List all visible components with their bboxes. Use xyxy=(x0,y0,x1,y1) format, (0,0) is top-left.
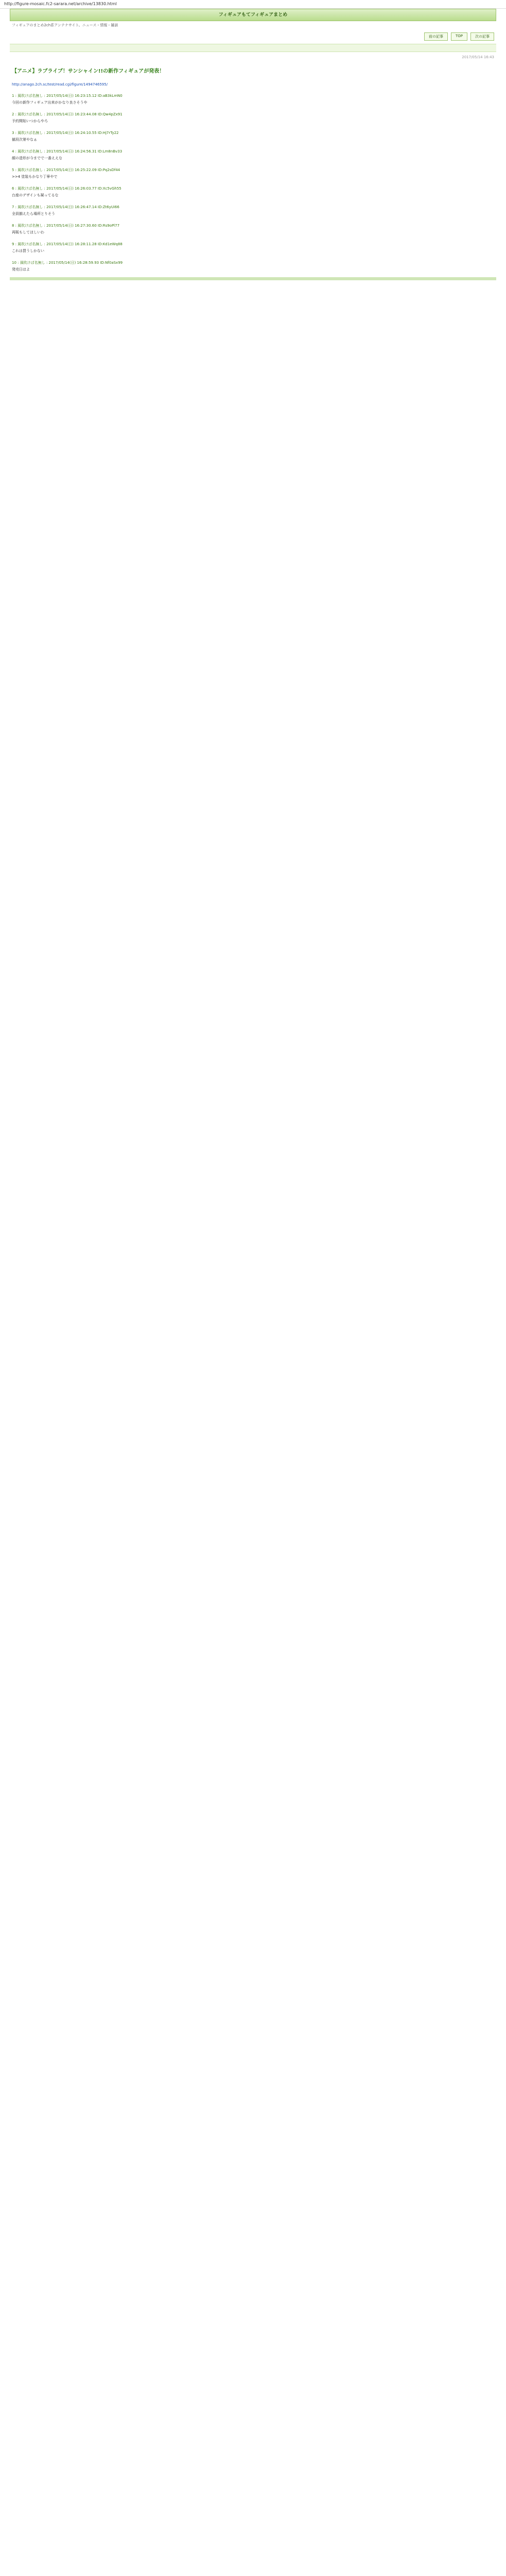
post-header: 7 : 風吹けば名無し : 2017/05/14(日) 16:26:47.14 ID:Zt6yUi66 xyxy=(12,205,119,209)
post-header: 1 : 風吹けば名無し : 2017/05/14(日) 16:23:15.12 ID:aB3kLmN0 xyxy=(12,94,123,98)
list-item xyxy=(12,128,494,146)
content-placeholder xyxy=(10,277,496,280)
post-header: 3 : 風吹けば名無し : 2017/05/14(日) 16:24:10.55 ID:Hj7rTy22 xyxy=(12,131,119,135)
list-item xyxy=(12,258,494,276)
site-title[interactable]: フィギュアもてフィギュアまとめ xyxy=(10,9,496,21)
next-button[interactable]: 次の記事 xyxy=(470,32,494,41)
list-item xyxy=(12,239,494,258)
post-body: 発売日はよ xyxy=(12,267,30,272)
divider-strip xyxy=(10,44,496,52)
post-header: 2 : 風吹けば名無し : 2017/05/14(日) 16:23:44.08 ID:Qw4pZx91 xyxy=(12,112,123,116)
post-body: 今回の新作フィギュア出来がかなり良さそうや xyxy=(12,100,88,105)
post-body: 値段次第やなぁ xyxy=(12,138,37,142)
post-header: 6 : 風吹けば名無し : 2017/05/14(日) 16:26:03.77 ID:Xc5vGh55 xyxy=(12,187,121,191)
post-header: 4 : 風吹けば名無し : 2017/05/14(日) 16:24:56.31 ID:Lm8nBv33 xyxy=(12,149,123,154)
post-header: 8 : 風吹けば名無し : 2017/05/14(日) 16:27:30.60 ID:Rs9oPl77 xyxy=(12,224,120,228)
site-subtitle: フィギュアのまとめ2ch系アンテナサイト。ニュース・情報・雑談 xyxy=(12,23,118,27)
post-list xyxy=(10,91,496,276)
list-item xyxy=(12,146,494,165)
list-item xyxy=(12,165,494,183)
source-block xyxy=(12,78,494,91)
post-body: 台座のデザインも凝ってるな xyxy=(12,193,59,197)
post-body: 予約開始いつからやろ xyxy=(12,119,48,123)
thread-title[interactable]: 【アニメ】ラブライブ！サンシャイン!!の新作フィギュアが発表！ xyxy=(12,69,165,74)
list-item xyxy=(12,183,494,202)
post-header: 10 : 風吹けば名無し : 2017/05/14(日) 16:28:59.93 ID:Nf0aSx99 xyxy=(12,261,123,265)
post-body: >>4 塗装もかなり丁寧やで xyxy=(12,175,58,179)
top-button[interactable]: TOP xyxy=(451,32,467,41)
list-item xyxy=(12,109,494,128)
post-date: 2017/05/14 16:43 xyxy=(462,55,494,59)
post-body: 全員揃えたら場所とりそう xyxy=(12,212,55,216)
source-link[interactable]: http://anago.2ch.sc/test/read.cgi/figure/1494746595/ xyxy=(12,82,108,87)
post-header: 9 : 風吹けば名無し : 2017/05/14(日) 16:28:11.28 ID:Kd1eWq88 xyxy=(12,242,123,246)
prev-button[interactable]: 前の記事 xyxy=(424,32,448,41)
post-body: 顔の造形が今までで一番ええな xyxy=(12,156,62,160)
list-item xyxy=(12,221,494,239)
content xyxy=(10,9,496,2576)
post-body: 再販もしてほしいわ xyxy=(12,230,44,234)
post-header: 5 : 風吹けば名無し : 2017/05/14(日) 16:25:22.09 ID:Pq2sDf44 xyxy=(12,168,120,172)
address-bar[interactable]: http://figure-mosaic.fc2-sarara.net/archive/13830.html xyxy=(0,0,506,9)
top-nav xyxy=(10,29,496,44)
post-body: これは買うしかない xyxy=(12,249,44,253)
post-list-continued xyxy=(10,277,496,2576)
list-item xyxy=(12,202,494,221)
list-item xyxy=(12,91,494,109)
